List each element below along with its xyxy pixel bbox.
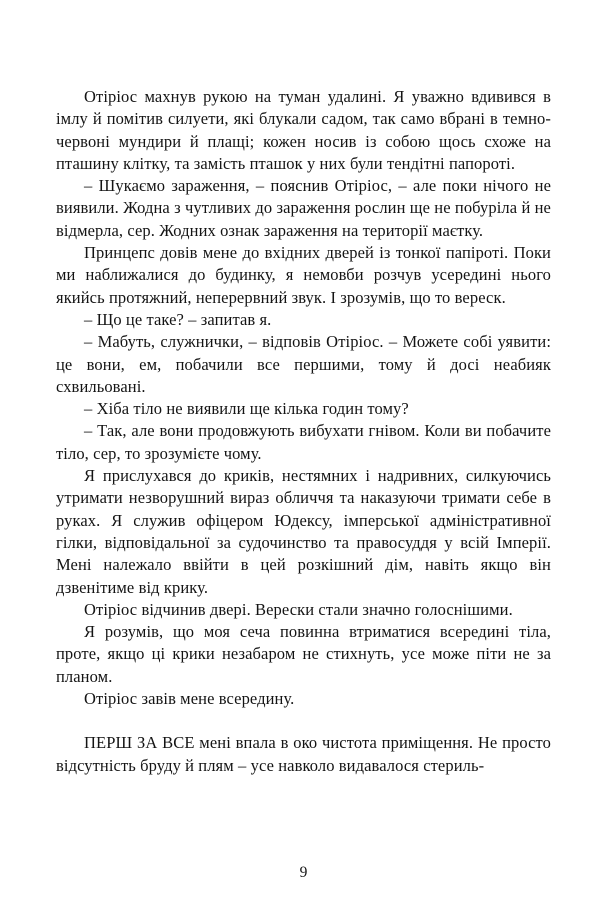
paragraph: Отіріос відчинив двері. Верески стали значно голоснішими. [84, 599, 513, 619]
paragraph: – Що це таке? – запитав я. [84, 309, 272, 329]
paragraph: – Хіба тіло не виявили ще кілька годин тому? [84, 399, 409, 419]
paragraph: – Мабуть, служнички, – відповів Отіріос. – Можете собі уявити: це вони, ем, побачили все першими, тому й досі неабияк схвильовані. [56, 332, 551, 396]
paragraph: Отіріос завів мене всередину. [84, 689, 295, 709]
paragraph: Я прислухався до криків, нестямних і надривних, силкуючись утримати незворушний вираз обличчя та наказуючи тримати себе в руках. Я служив офіцером Юдексу, імперської адміністративної гілки, відповідальної за судочинство та правосуддя у всій Імперії. Мені належало ввійти в цей розкішний дім, навіть якщо він дзвенітиме від крику. [56, 466, 551, 597]
paragraph: Отіріос махнув рукою на туман удалині. Я уважно вдивився в імлу й помітив силуети, які блукали садом, так само вбрані в темно-червоні мундири й плащі; кожен носив із собою щось схоже на пташину клітку, та замість пташок у них були тендітні папороті. [56, 87, 551, 173]
paragraph: – Так, але вони продовжують вибухати гнівом. Коли ви побачите тіло, сер, то зрозумієте чому. [56, 421, 551, 463]
page-number: 9 [299, 864, 308, 881]
paragraph-section-start: ПЕРШ ЗА ВСЕ мені впала в око чистота приміщення. Не просто відсутність бруду й плям – усе навколо видавалося стериль- [56, 733, 551, 775]
page-text [56, 86, 551, 777]
paragraph: Я розумів, що моя сеча повинна втриматися всередині тіла, проте, якщо ці крики незабаром не стихнуть, усе може піти не за планом. [56, 622, 551, 686]
paragraph: Принцепс довів мене до вхідних дверей із тонкої папіроті. Поки ми наближалися до будинку, я немовби розчув усередині нього якийсь протяжний, неперервний звук. І зрозумів, що то вереск. [56, 243, 551, 307]
paragraph: – Шукаємо зараження, – пояснив Отіріос, – але поки нічого не виявили. Жодна з чутливих до зараження рослин ще не побуріла й не відмерла, сер. Жодних ознак зараження на території маєтку. [56, 176, 551, 240]
